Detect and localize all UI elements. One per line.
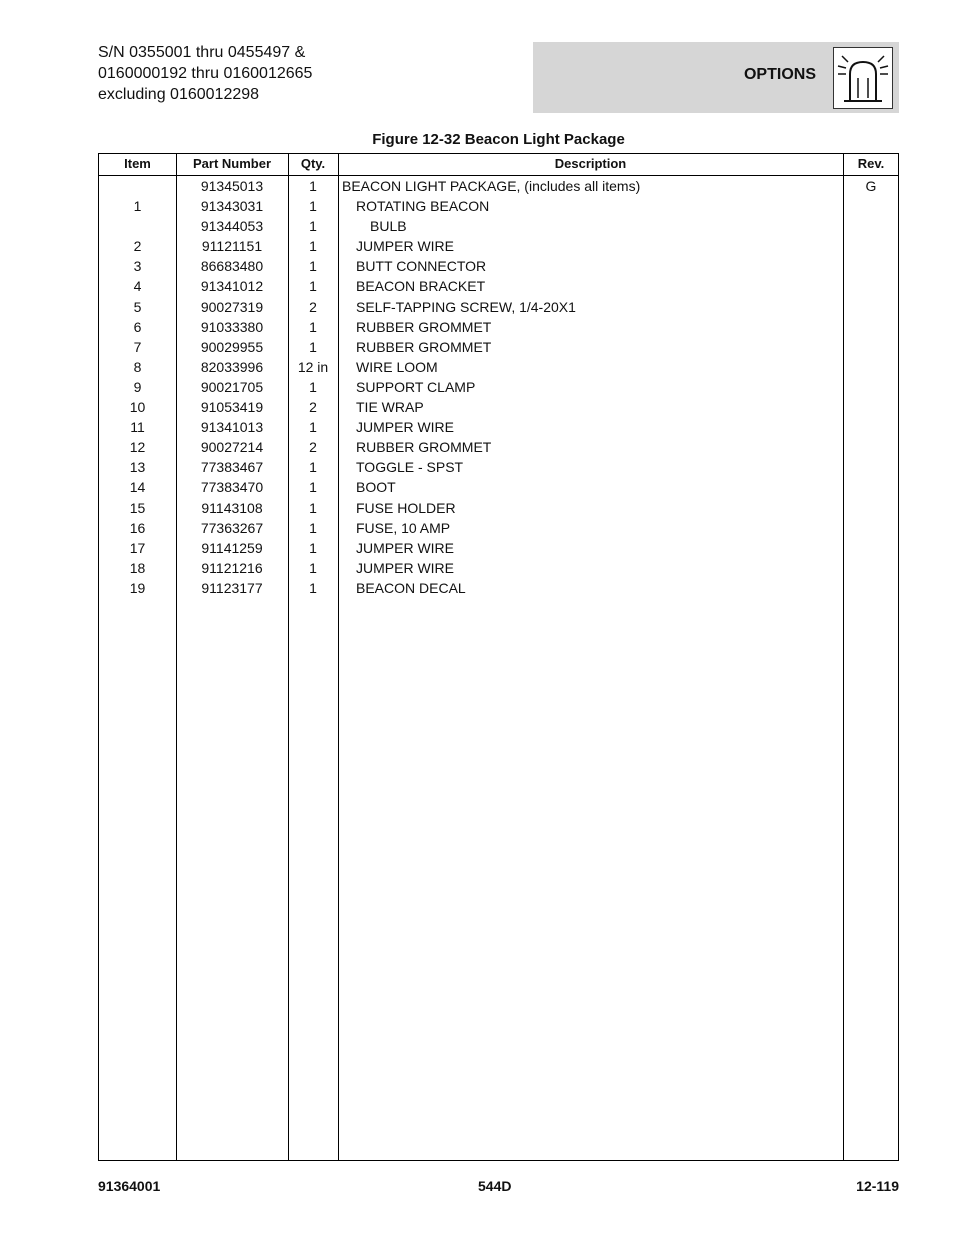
- cell-item: 2: [133, 238, 142, 255]
- table-row: [99, 518, 898, 538]
- cell-description: BULB: [370, 218, 407, 235]
- figure-title: Figure 12-32 Beacon Light Package: [372, 131, 625, 148]
- table-row: [99, 417, 898, 437]
- cell-description: BUTT CONNECTOR: [356, 258, 487, 275]
- cell-qty: 2: [309, 298, 317, 315]
- cell-item: 13: [129, 459, 146, 476]
- table-row: [99, 558, 898, 578]
- cell-part-number: 77383467: [200, 459, 264, 476]
- table-row: [99, 477, 898, 497]
- cell-part-number: 91053419: [200, 399, 264, 416]
- table-row: [99, 297, 898, 317]
- table-row: [99, 357, 898, 377]
- cell-qty: 1: [309, 178, 317, 194]
- cell-description: BEACON DECAL: [356, 579, 466, 596]
- cell-description: ROTATING BEACON: [356, 198, 490, 215]
- serial-line-3: excluding 0160012298: [98, 86, 260, 103]
- serial-line-1: S/N 0355001 thru 0455497 &: [98, 44, 306, 61]
- cell-item: 6: [133, 318, 142, 335]
- cell-item: 5: [133, 298, 142, 315]
- cell-part-number: 91123177: [201, 579, 263, 596]
- cell-item: 3: [133, 258, 142, 275]
- cell-part-number: 82033996: [200, 358, 264, 375]
- column-header-rev: Rev.: [857, 156, 885, 171]
- parts-table: [98, 153, 899, 1161]
- cell-description: JUMPER WIRE: [356, 238, 454, 255]
- cell-qty: 1: [309, 318, 317, 335]
- cell-item: 12: [129, 439, 146, 456]
- cell-item: 16: [129, 519, 146, 536]
- cell-qty: 1: [309, 238, 317, 255]
- table-row: [99, 377, 898, 397]
- cell-item: 1: [133, 198, 142, 215]
- cell-part-number: 91141259: [201, 539, 263, 556]
- cell-description: JUMPER WIRE: [356, 559, 454, 576]
- cell-qty: 1: [309, 499, 317, 516]
- table-row: [99, 317, 898, 337]
- table-row: [99, 578, 898, 598]
- cell-part-number: 77363267: [200, 519, 264, 536]
- cell-qty: 2: [309, 439, 317, 456]
- serial-line-2: 0160000192 thru 0160012665: [98, 65, 313, 82]
- beacon-light-icon: [833, 47, 893, 109]
- section-label: OPTIONS: [743, 66, 816, 83]
- cell-qty: 1: [309, 559, 317, 576]
- cell-qty: 1: [309, 378, 317, 395]
- cell-item: 4: [133, 278, 142, 295]
- cell-description: FUSE, 10 AMP: [356, 519, 451, 536]
- cell-part-number: 91341012: [200, 278, 264, 295]
- serial-number-range: [98, 42, 312, 105]
- cell-qty: 1: [309, 459, 317, 476]
- table-row: [99, 457, 898, 477]
- cell-item: 11: [130, 419, 145, 436]
- cell-part-number: 90021705: [200, 378, 264, 395]
- table-row: [99, 538, 898, 558]
- table-row: [99, 236, 898, 256]
- cell-description: JUMPER WIRE: [356, 539, 454, 556]
- column-header-qty: Qty.: [300, 156, 326, 171]
- cell-description: RUBBER GROMMET: [356, 439, 492, 456]
- cell-part-number: 90027319: [200, 298, 264, 315]
- cell-part-number: 91121216: [201, 559, 263, 576]
- footer-page-number: 12-119: [856, 1178, 899, 1194]
- table-row: [99, 498, 898, 518]
- table-row: [99, 176, 898, 196]
- cell-qty: 1: [309, 258, 317, 275]
- cell-part-number: 91343031: [200, 198, 264, 215]
- cell-description: JUMPER WIRE: [356, 419, 454, 436]
- cell-item: 14: [129, 479, 146, 496]
- cell-part-number: 91345013: [200, 178, 264, 194]
- cell-description: SUPPORT CLAMP: [356, 378, 476, 395]
- cell-qty: 1: [309, 419, 317, 436]
- cell-part-number: 91121151: [201, 238, 263, 255]
- table-row: [99, 337, 898, 357]
- cell-item: 18: [129, 559, 146, 576]
- cell-part-number: 86683480: [200, 258, 264, 275]
- cell-description: WIRE LOOM: [356, 358, 438, 375]
- cell-qty: 1: [309, 218, 317, 235]
- cell-qty: 1: [309, 338, 317, 355]
- cell-qty: 1: [309, 539, 317, 556]
- cell-item: 8: [133, 358, 142, 375]
- cell-qty: 2: [309, 399, 317, 416]
- table-row: [99, 216, 898, 236]
- cell-item: 15: [129, 499, 146, 516]
- footer-model: 544D: [478, 1178, 512, 1194]
- table-body: [99, 176, 898, 598]
- table-row: [99, 437, 898, 457]
- cell-description: BOOT: [356, 479, 396, 496]
- cell-part-number: 91341013: [200, 419, 264, 436]
- cell-qty: 1: [309, 198, 317, 215]
- section-header-box: [533, 42, 899, 113]
- cell-part-number: 90027214: [200, 439, 264, 456]
- cell-description: TIE WRAP: [356, 399, 424, 416]
- cell-qty: 12 in: [297, 358, 329, 375]
- cell-description: BEACON LIGHT PACKAGE, (includes all items): [342, 178, 641, 194]
- table-row: [99, 276, 898, 296]
- cell-description: BEACON BRACKET: [356, 278, 486, 295]
- cell-description: FUSE HOLDER: [356, 499, 456, 516]
- cell-description: SELF-TAPPING SCREW, 1/4-20X1: [356, 298, 576, 315]
- cell-part-number: 91344053: [200, 218, 264, 235]
- cell-item: 17: [129, 539, 146, 556]
- footer-manual-number: 91364001: [98, 1178, 161, 1194]
- cell-qty: 1: [309, 519, 317, 536]
- cell-item: 7: [133, 338, 142, 355]
- cell-qty: 1: [309, 278, 317, 295]
- table-row: [99, 397, 898, 417]
- cell-description: TOGGLE - SPST: [356, 459, 464, 476]
- cell-item: 9: [133, 378, 142, 395]
- cell-part-number: 77383470: [200, 479, 264, 496]
- column-header-description: Description: [554, 156, 627, 171]
- table-row: [99, 196, 898, 216]
- cell-part-number: 91033380: [200, 318, 264, 335]
- cell-part-number: 90029955: [200, 338, 264, 355]
- cell-description: RUBBER GROMMET: [356, 338, 492, 355]
- cell-description: RUBBER GROMMET: [356, 318, 492, 335]
- column-header-item: Item: [124, 156, 151, 171]
- column-header-part-number: Part Number: [192, 156, 272, 171]
- cell-qty: 1: [309, 479, 317, 496]
- table-row: [99, 256, 898, 276]
- cell-item: 19: [129, 579, 146, 596]
- cell-rev: G: [865, 178, 877, 194]
- cell-qty: 1: [309, 579, 317, 596]
- cell-part-number: 91143108: [201, 499, 263, 516]
- cell-item: 10: [129, 399, 146, 416]
